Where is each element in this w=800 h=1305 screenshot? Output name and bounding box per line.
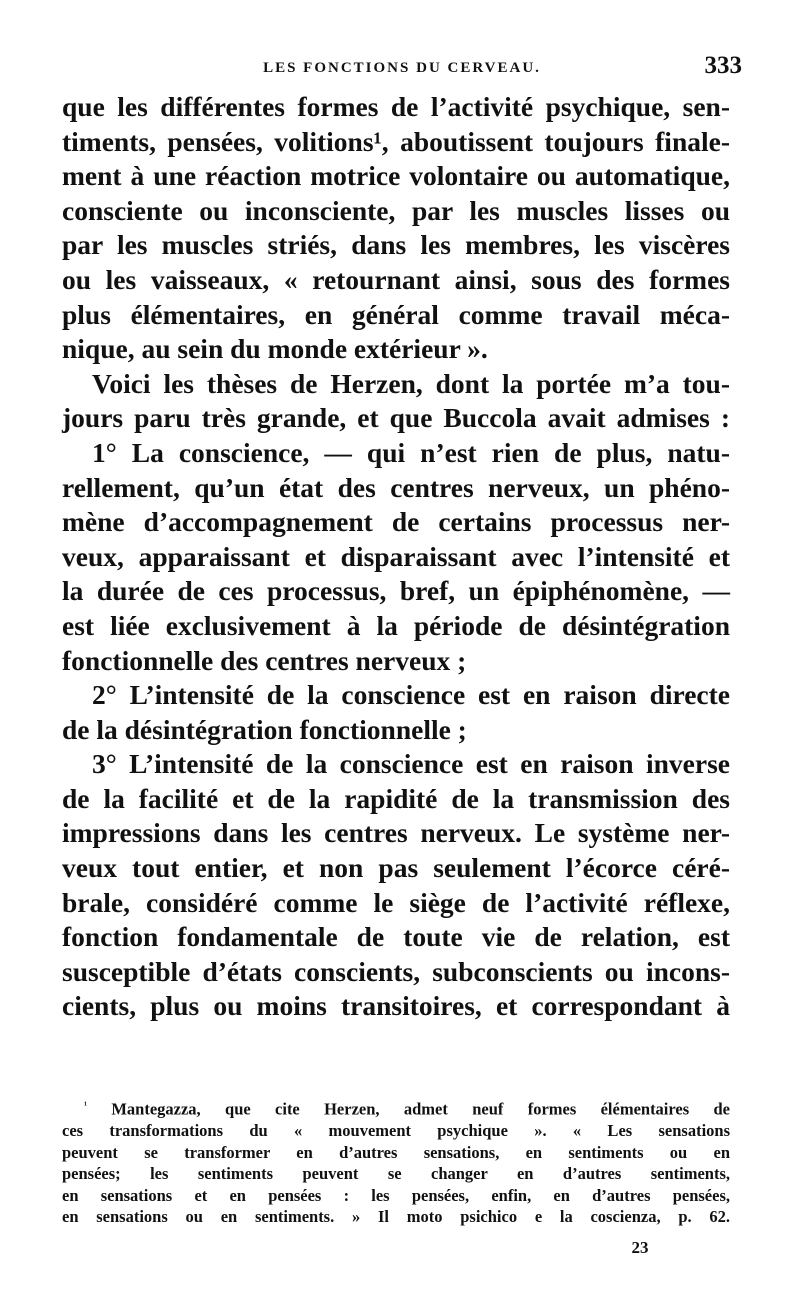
text-line: ou les vaisseaux, « retournant ainsi, sous des formes [62, 263, 730, 295]
text-line: ment à une réaction motrice volontaire ou automatique, [62, 160, 730, 192]
text-line: 3° L’intensité de la conscience est en raison inverse [92, 748, 730, 780]
text-line: fonction fondamentale de toute vie de relation, est [62, 921, 730, 953]
text-line: nique, au sein du monde extérieur ». [62, 333, 488, 365]
text-line: 2° L’intensité de la conscience est en raison directe [92, 679, 730, 711]
running-title: LES FONCTIONS DU CERVEAU. [263, 60, 541, 76]
text-line: que les différentes formes de l’activité psychique, sen- [62, 91, 730, 122]
footnote [62, 1095, 730, 1228]
footnote-line: pensées; les sentiments peuvent se changer en d’autres sentiments, [62, 1164, 730, 1183]
text-line: de la facilité et de la rapidité de la transmission des [62, 782, 730, 814]
text-line: fonctionnelle des centres nerveux ; [62, 644, 467, 676]
text-line: consciente ou inconsciente, par les muscles lisses ou [62, 194, 730, 226]
text-line: Voici les thèses de Herzen, dont la portée m’a tou- [92, 367, 730, 399]
text-line: brale, considéré comme le siège de l’activité réflexe, [62, 886, 730, 918]
footnote-line: peuvent se transformer en d’autres sensations, en sentiments ou en [62, 1142, 730, 1162]
text-line: jours paru très grande, et que Buccola avait admises : [62, 402, 730, 434]
text-line: impressions dans les centres nerveux. Le système ner- [62, 817, 730, 849]
footnote-line [62, 1095, 730, 1120]
footnote-text: Mantegazza, que cite Herzen, admet neuf formes élémentaires de [111, 1099, 731, 1119]
text-line: de la désintégration fonctionnelle ; [62, 713, 467, 745]
text-line: susceptible d’états conscients, subconscients ou incons- [62, 955, 730, 987]
text-line: mène d’accompagnement de certains processus ner- [62, 506, 730, 538]
text-line: plus élémentaires, en général comme travail méca- [62, 298, 730, 330]
signature-mark: 23 [631, 1238, 649, 1257]
footnote-line: en sensations ou en sentiments. » Il moto psichico e la coscienza, p. 62. [62, 1207, 730, 1226]
text-line: timents, pensées, volitions¹, aboutissent toujours finale- [62, 125, 730, 157]
text-line: cients, plus ou moins transitoires, et correspondant à [62, 990, 730, 1022]
text-line: 1° La conscience, — qui n’est rien de plus, natu- [92, 436, 730, 468]
body-text [62, 90, 730, 1024]
text-line: veux, apparaissant et disparaissant avec l’intensité et [62, 540, 730, 572]
page-number: 333 [704, 52, 742, 79]
text-line: par les muscles striés, dans les membres, les viscères [62, 229, 730, 261]
footnote-marker: ¹ [84, 1100, 87, 1111]
text-line: la durée de ces processus, bref, un épiphénomène, — [62, 575, 730, 607]
running-head [62, 52, 742, 92]
footnote-line: ces transformations du « mouvement psychique ». « Les sensations [62, 1121, 730, 1140]
text-line: est liée exclusivement à la période de désintégration [62, 609, 730, 641]
text-line: rellement, qu’un état des centres nerveux, un phéno- [62, 471, 730, 503]
text-line: veux tout entier, et non pas seulement l’écorce céré- [62, 852, 730, 884]
footnote-line: en sensations et en pensées : les pensées, enfin, en d’autres pensées, [62, 1185, 730, 1205]
